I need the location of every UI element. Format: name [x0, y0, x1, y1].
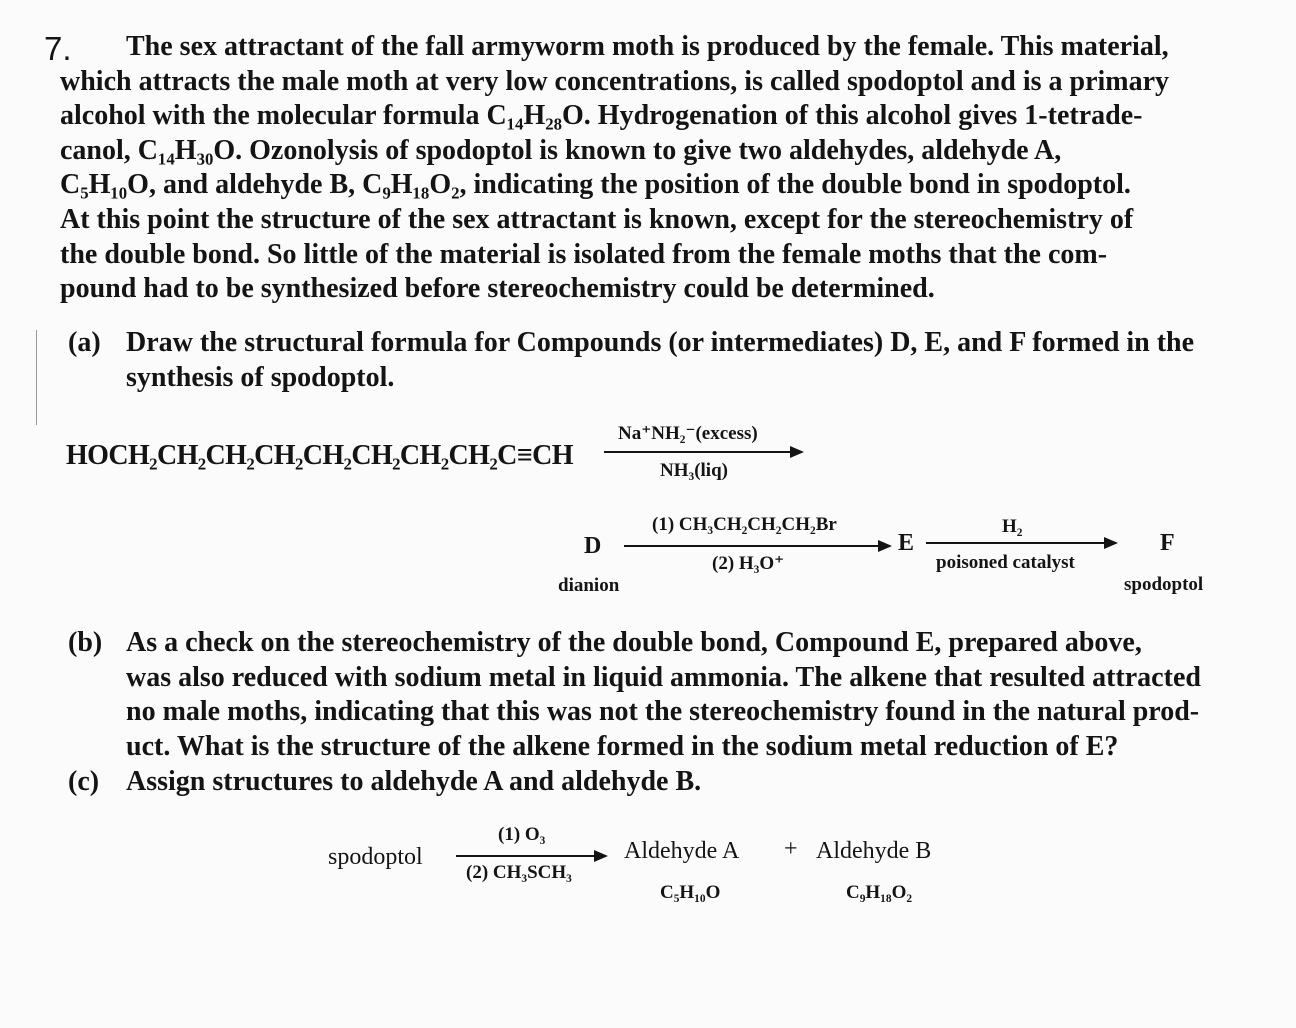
part-a-line: synthesis of spodoptol. [126, 361, 395, 393]
plus-sign: + [784, 836, 798, 862]
scheme2-step2-top: H₂ [1002, 516, 1023, 537]
intro-line: At this point the structure of the sex attractant is known, except for the stereochemistry of [60, 203, 1134, 235]
part-a-line: Draw the structural formula for Compounds (or intermediates) D, E, and F formed in the [126, 327, 1195, 358]
scheme1-reagent-top: Na⁺NH₂⁻(excess) [618, 423, 758, 444]
scheme3-arrow [456, 855, 606, 857]
aldehyde-b-formula: C₉H₁₈O₂ [846, 882, 913, 903]
problem-intro [60, 30, 1210, 307]
intro-line: which attracts the male moth at very low concentrations, is called spodoptol and is a primary [60, 65, 1170, 97]
scheme2-step1-bottom: (2) H₃O⁺ [712, 553, 785, 574]
product-aldehyde-a: Aldehyde A [624, 838, 740, 864]
intro-line: alcohol with the molecular formula C₁₄H₂₈O. Hydrogenation of this alcohol gives 1-tetrade- [60, 100, 1143, 132]
intro-line: canol, C₁₄H₃₀O. Ozonolysis of spodoptol is known to give two aldehydes, aldehyde A, [60, 134, 1062, 166]
compound-d-note: dianion [558, 575, 620, 596]
scheme3-reagent-top: (1) O₃ [498, 824, 546, 845]
starting-alkyne: HOCH₂CH₂CH₂CH₂CH₂CH₂CH₂CH₂C≡CH [66, 440, 573, 471]
intro-line: The sex attractant of the fall armyworm moth is produced by the female. This material, [126, 31, 1169, 62]
compound-f-note: spodoptol [1124, 574, 1204, 595]
scheme1-arrow [604, 451, 802, 453]
compound-f-label: F [1160, 530, 1175, 556]
aldehyde-a-formula: C₅H₁₀O [660, 882, 721, 903]
scheme3-reagent-bottom: (2) CH₃SCH₃ [466, 862, 572, 883]
scheme2-arrow-1 [624, 545, 890, 547]
scheme2-step1-top: (1) CH₃CH₂CH₂CH₂Br [652, 514, 837, 535]
scheme2-arrow-2 [926, 542, 1116, 544]
compound-d-label: D [584, 533, 602, 559]
intro-line: C₅H₁₀O, and aldehyde B, C₉H₁₈O₂, indicating the position of the double bond in spodoptol. [60, 169, 1131, 201]
compound-e-label: E [898, 530, 915, 556]
part-c-line: Assign structures to aldehyde A and aldehyde B. [126, 766, 702, 797]
part-b-line: no male moths, indicating that this was not the stereochemistry found in the natural prod- [126, 696, 1200, 727]
part-a [68, 326, 1218, 396]
part-b-line: was also reduced with sodium metal in liquid ammonia. The alkene that resulted attracted [126, 661, 1201, 693]
part-a-label: (a) [68, 327, 101, 358]
part-c [68, 765, 1218, 801]
intro-line: pound had to be synthesized before stereochemistry could be determined. [60, 273, 935, 305]
part-c-label: (c) [68, 766, 100, 797]
part-b-line: As a check on the stereochemistry of the double bond, Compound E, prepared above, [126, 627, 1142, 658]
margin-mark [36, 330, 37, 425]
scheme1-reagent-bottom: NH₃(liq) [660, 460, 728, 481]
part-b [68, 626, 1228, 766]
product-aldehyde-b: Aldehyde B [816, 838, 932, 864]
question-number: 7. [44, 30, 72, 67]
part-b-label: (b) [68, 627, 103, 658]
part-b-line: uct. What is the structure of the alkene formed in the sodium metal reduction of E? [126, 730, 1119, 762]
ozonolysis-start: spodoptol [328, 844, 423, 870]
intro-line: the double bond. So little of the material is isolated from the female moths that the com- [60, 238, 1108, 270]
scheme2-step2-bottom: poisoned catalyst [936, 552, 1075, 573]
